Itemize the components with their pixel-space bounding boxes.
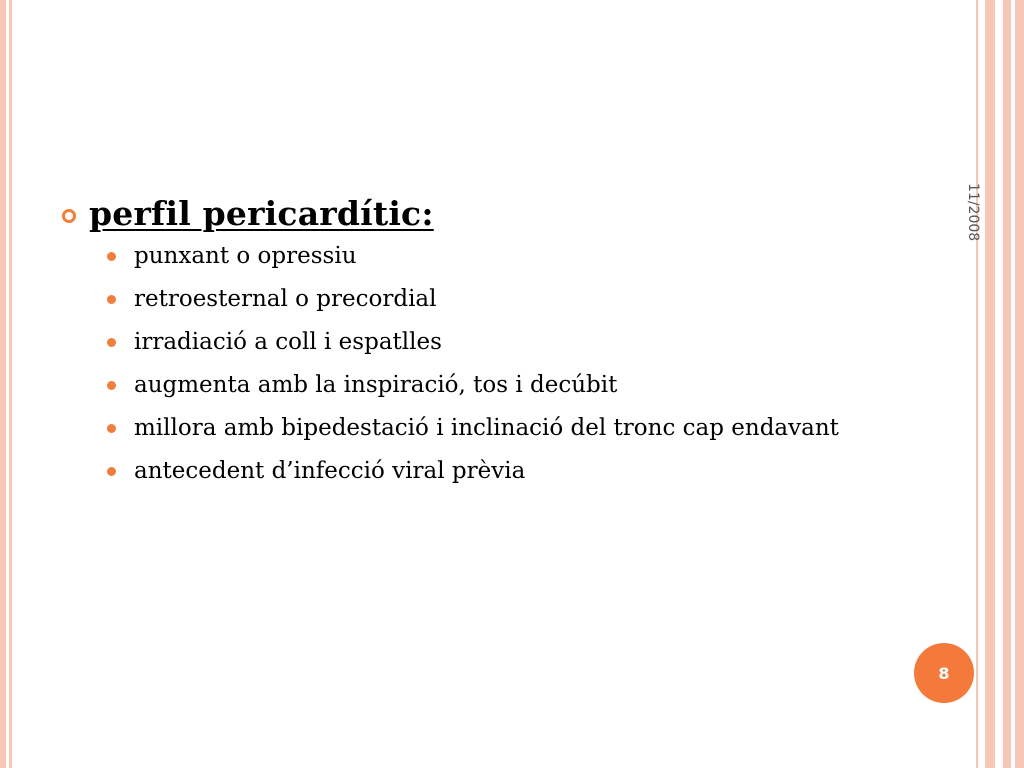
- list-item: [104, 368, 922, 402]
- symptom-list: [62, 239, 922, 488]
- list-item: [104, 411, 922, 445]
- list-item: [104, 454, 922, 488]
- dot-bullet-icon: [107, 467, 116, 476]
- slide-heading: perfil pericardític:: [89, 194, 434, 233]
- right-decorative-stripe-4: [1015, 0, 1024, 768]
- page-number-badge: [914, 643, 974, 703]
- left-decorative-stripe: [0, 0, 6, 768]
- right-decorative-stripe-2: [985, 0, 995, 768]
- slide-date: 11/2008: [965, 183, 981, 242]
- dot-bullet-icon: [107, 295, 116, 304]
- left-decorative-thin-stripe: [9, 0, 12, 768]
- heading-bullet-item: [62, 194, 922, 233]
- list-item-text: augmenta amb la inspiració, tos i decúbit: [134, 372, 618, 398]
- list-item-text: millora amb bipedestació i inclinació del tronc cap endavant: [134, 415, 839, 441]
- dot-bullet-icon: [107, 424, 116, 433]
- dot-bullet-icon: [107, 252, 116, 261]
- list-item: [104, 325, 922, 359]
- list-item-text: retroesternal o precordial: [134, 286, 437, 312]
- ring-bullet-icon: [62, 209, 76, 223]
- right-decorative-stripe-3: [1003, 0, 1011, 768]
- dot-bullet-icon: [107, 338, 116, 347]
- list-item: [104, 239, 922, 273]
- slide-content: [62, 194, 922, 497]
- list-item-text: punxant o opressiu: [134, 243, 357, 269]
- list-item-text: irradiació a coll i espatlles: [134, 329, 442, 355]
- page-number: 8: [938, 663, 950, 683]
- dot-bullet-icon: [107, 381, 116, 390]
- right-decorative-stripe-1: [976, 0, 978, 768]
- list-item-text: antecedent d’infecció viral prèvia: [134, 458, 526, 484]
- list-item: [104, 282, 922, 316]
